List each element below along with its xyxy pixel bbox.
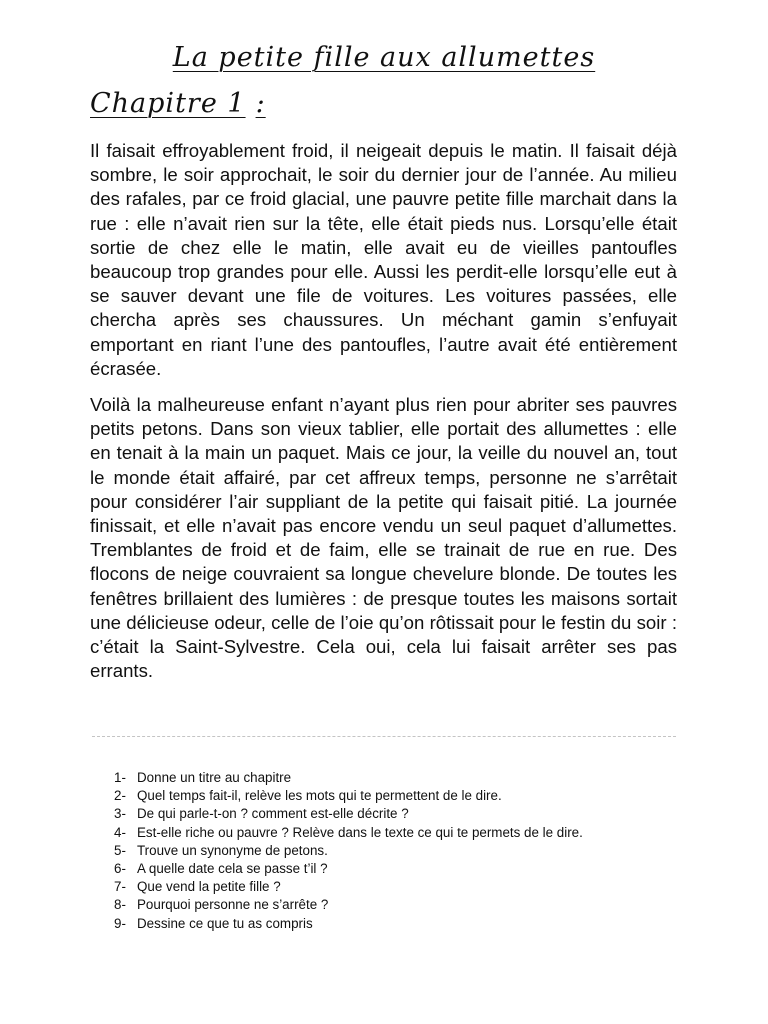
question-text: Est-elle riche ou pauvre ? Relève dans le texte ce qui te permets de le dire. xyxy=(137,824,583,840)
dashed-divider xyxy=(92,736,676,737)
question-text: Trouve un synonyme de petons. xyxy=(137,842,328,858)
question-text: Donne un titre au chapitre xyxy=(137,770,292,785)
question-number: 6- xyxy=(114,861,126,877)
chapter-label: Chapitre 1 xyxy=(90,88,246,119)
question-number: 5- xyxy=(114,842,126,858)
question-text: Dessine ce que tu as compris xyxy=(137,915,313,931)
chapter-separator: : xyxy=(255,88,266,119)
question-item xyxy=(114,915,714,933)
document-title xyxy=(0,40,768,76)
question-item xyxy=(114,878,714,896)
question-text: Pourquoi personne ne s’arrête ? xyxy=(137,897,329,913)
question-item xyxy=(114,824,714,842)
chapter-heading xyxy=(90,86,266,122)
story-paragraph-1: Il faisait effroyablement froid, il neigeait depuis le matin. Il faisait déjà sombre, le soir approchait, le soir du dernier jour de l’année. Au milieu des rafales, par ce froid glacial, une pauvre petite fille marchait dans la rue : elle n’avait rien sur la tête, elle était pieds nus. Lorsqu’elle était sortie de chez elle le matin, elle avait eu de vieilles pantoufles beaucoup trop grandes pour elle. Aussi les perdit-elle lorsqu’elle eut à se sauver devant une file de voitures. Les voitures passées, elle chercha après ses chaussures. Un méchant gamin s’enfuyait emportant en riant l’une des pantoufles, l’autre avait été entièrement écrasée. xyxy=(90,140,677,379)
question-text: Quel temps fait-il, relève les mots qui te permettent de le dire. xyxy=(137,788,502,804)
question-text: De qui parle-t-on ? comment est-elle décrite ? xyxy=(137,806,409,822)
question-text: A quelle date cela se passe t’il ? xyxy=(137,861,328,877)
story-text xyxy=(90,139,677,695)
question-number: 7- xyxy=(114,879,126,895)
question-text: Que vend la petite fille ? xyxy=(137,879,281,895)
story-paragraph-2: Voilà la malheureuse enfant n’ayant plus rien pour abriter ses pauvres petits petons. Dans son vieux tablier, elle portait des allumettes : elle en tenait à la main un paquet. Mais ce jour, la veille du nouvel an, tout le monde était affairé, par cet affreux temps, personne ne s’arrêtait pour considérer l’air suppliant de la petite qui faisait pitié. La journée finissait, et elle n’avait pas encore vendu un seul paquet d’allumettes. Tremblantes de froid et de faim, elle se trainait de rue en rue. Des flocons de neige couvraient sa longue chevelure blonde. De toutes les fenêtres brillaient des lumières : de presque toutes les maisons sortait une délicieuse odeur, celle de l’oie qu’on rôtissait pour le festin du soir : c’était la Saint-Sylvestre. Cela oui, cela lui faisait arrêter ses pas errants. xyxy=(90,394,677,682)
document-title-text: La petite fille aux allumettes xyxy=(172,42,596,73)
question-number: 1- xyxy=(114,770,126,785)
question-number: 3- xyxy=(114,806,126,822)
question-item xyxy=(114,896,714,914)
question-number: 2- xyxy=(114,788,126,804)
question-item xyxy=(114,842,714,860)
question-number: 9- xyxy=(114,915,126,931)
question-list xyxy=(114,769,714,933)
question-number: 4- xyxy=(114,824,126,840)
question-number: 8- xyxy=(114,897,126,913)
question-item xyxy=(114,860,714,878)
question-item xyxy=(114,769,714,787)
question-item xyxy=(114,805,714,823)
question-item xyxy=(114,787,714,805)
